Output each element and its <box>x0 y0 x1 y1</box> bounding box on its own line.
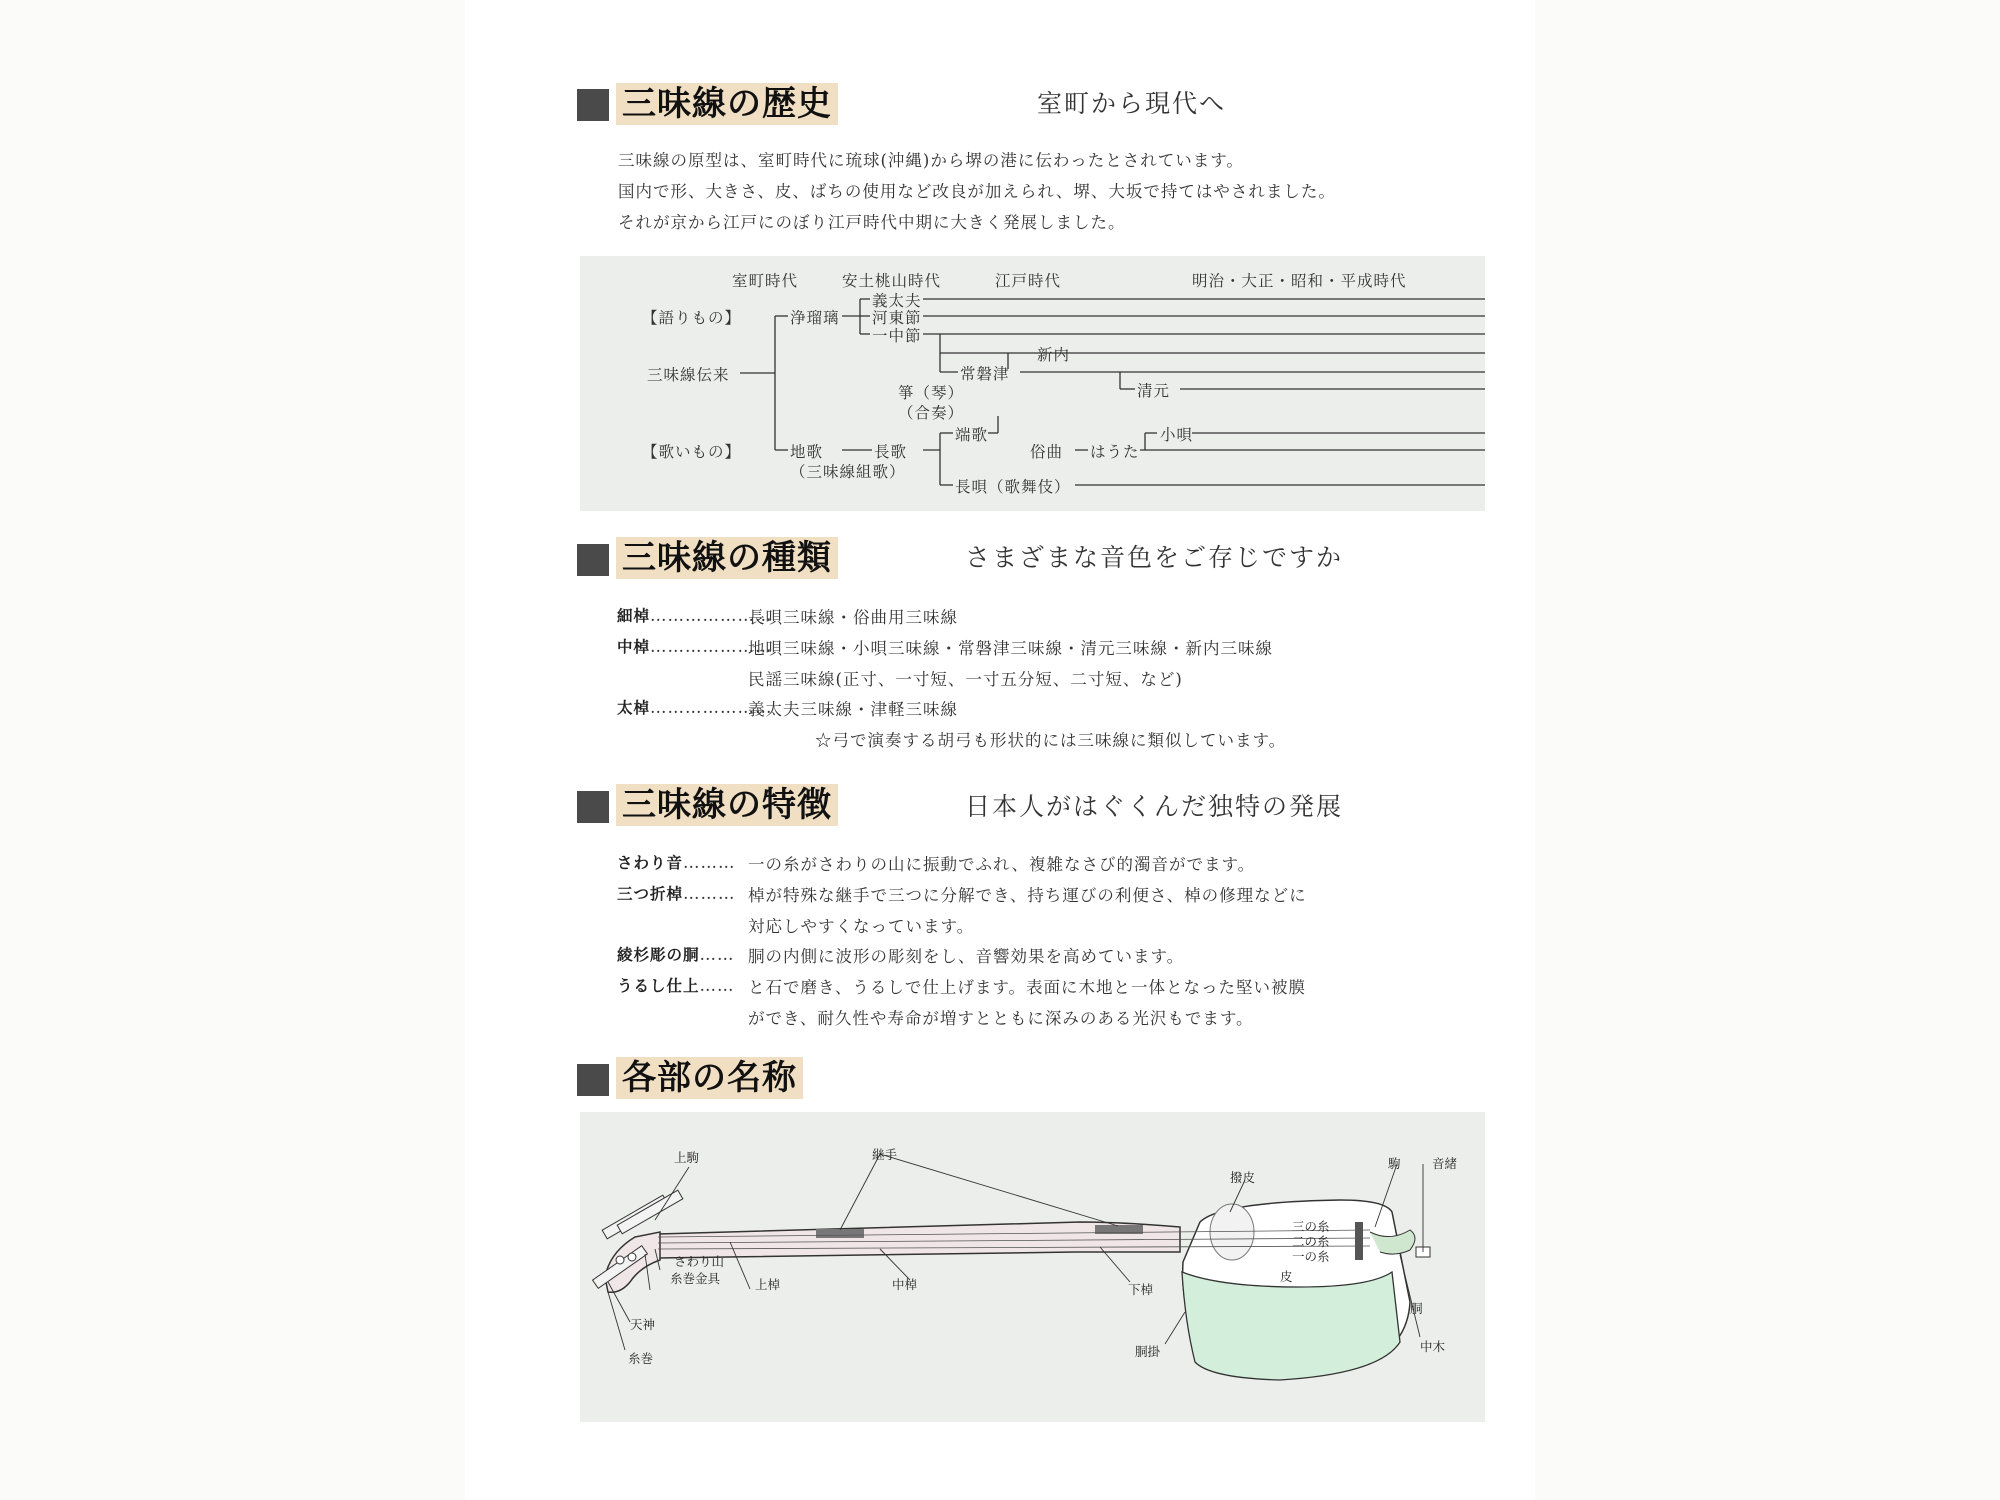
tsugite-label: 継手 <box>872 1147 898 1162</box>
types-row-label: 細棹 <box>617 607 651 625</box>
kamigoma-label: 上駒 <box>674 1150 700 1165</box>
features-row-label: 三つ折棹 <box>617 885 684 903</box>
heading-square-icon <box>577 1064 609 1096</box>
parts-title: 各部の名称 <box>616 1057 803 1099</box>
dots-leader: …… <box>699 976 735 995</box>
dots-leader: ……… <box>683 853 736 872</box>
history-timeline-diagram <box>580 256 1485 511</box>
kumiuta-label: （三味線組歌） <box>790 463 906 481</box>
ni-no-ito-label: 二の糸 <box>1292 1234 1330 1249</box>
jiuta-label: 地歌 <box>790 443 824 461</box>
features-row-label: うるし仕上 <box>617 977 700 995</box>
joruri-label: 浄瑠璃 <box>790 309 840 327</box>
dougake-label: 胴掛 <box>1135 1344 1161 1359</box>
hauta-label: 端歌 <box>955 426 989 444</box>
history-line-1: 三味線の原型は、室町時代に琉球(沖縄)から堺の港に伝わったとされています。 <box>618 151 1244 170</box>
zokkyoku-label: 俗曲 <box>1030 443 1064 461</box>
katari-label: 【語りもの】 <box>642 309 742 327</box>
nakazao-label: 中棹 <box>892 1277 918 1292</box>
gidayu-label: 義太夫 <box>872 292 922 310</box>
types-row-text: 民謡三味線(正寸、一寸短、一寸五分短、二寸短、など) <box>748 670 1183 689</box>
ichi-no-ito-label: 一の糸 <box>1292 1249 1330 1264</box>
brochure-page <box>465 0 1535 1500</box>
features-row-text: 一の糸がさわりの山に振動でふれ、複雑なさび的濁音がでます。 <box>748 855 1256 874</box>
features-row-text: 棹が特殊な継手で三つに分解でき、持ち運びの利便さ、棹の修理などに <box>748 886 1307 905</box>
features-row-label: 綾杉彫の胴 <box>617 946 700 964</box>
itchu-label: 一中節 <box>872 327 922 345</box>
koto-label: 箏（琴） <box>898 384 965 402</box>
kawa-label: 皮 <box>1280 1269 1293 1284</box>
kato-label: 河東節 <box>872 309 922 327</box>
heading-square-icon <box>577 544 609 576</box>
era-modern: 明治・大正・昭和・平成時代 <box>1192 272 1407 290</box>
san-no-ito-label: 三の糸 <box>1292 1219 1330 1234</box>
itomaki-label: 糸巻 <box>628 1351 654 1366</box>
history-subtitle: 室町から現代へ <box>1037 89 1227 118</box>
features-row-text: と石で磨き、うるしで仕上げます。表面に木地と一体となった堅い被膜 <box>748 978 1307 997</box>
types-note: ☆弓で演奏する胡弓も形状的には三味線に類似しています。 <box>815 731 1287 750</box>
era-azuchi-momoyama: 安土桃山時代 <box>842 272 942 290</box>
types-subtitle: さまざまな音色をご存じですか <box>965 543 1344 572</box>
sawariyama-label: さわり山 <box>674 1254 725 1269</box>
nagauta-song-label: 長歌 <box>874 443 908 461</box>
dou-label: 胴 <box>1410 1301 1423 1316</box>
history-line-2: 国内で形、大きさ、皮、ばちの使用など改良が加えられ、堺、大坂で持てはやされました。 <box>618 182 1336 201</box>
types-title: 三味線の種類 <box>616 537 838 579</box>
features-row-text: 対応しやすくなっています。 <box>748 917 975 936</box>
dots-leader: …… <box>699 945 735 964</box>
dots-leader: ………………… <box>650 606 773 625</box>
dots-leader: ……… <box>683 884 736 903</box>
heading-square-icon <box>577 791 609 823</box>
history-title: 三味線の歴史 <box>616 83 838 125</box>
bachikawa-label: 撥皮 <box>1230 1170 1256 1185</box>
dots-leader: ………………… <box>650 698 773 717</box>
hauta2-label: はうた <box>1090 443 1140 461</box>
shinnai-label: 新内 <box>1037 346 1071 364</box>
dots-leader: ………………… <box>650 637 773 656</box>
neo-label: 音緒 <box>1432 1156 1458 1171</box>
gasso-label: （合奏） <box>898 404 965 422</box>
features-subtitle: 日本人がはぐくんだ独特の発展 <box>965 792 1344 821</box>
history-text <box>618 145 1336 238</box>
history-line-3: それが京から江戸にのぼり江戸時代中期に大きく発展しました。 <box>618 213 1126 232</box>
types-row-text: 長唄三味線・俗曲用三味線 <box>748 608 958 627</box>
features-row <box>617 943 735 965</box>
features-row <box>617 974 735 996</box>
shamisen-parts-diagram <box>580 1112 1485 1422</box>
types-row-text: 地唄三味線・小唄三味線・常磐津三味線・清元三味線・新内三味線 <box>748 639 1273 658</box>
tokiwazu-label: 常磐津 <box>960 365 1010 383</box>
kiyomoto-label: 清元 <box>1137 382 1171 400</box>
types-row-text: 義太夫三味線・津軽三味線 <box>748 700 958 719</box>
era-muromachi: 室町時代 <box>732 272 799 290</box>
nagauta-kabuki-label: 長唄（歌舞伎） <box>955 478 1071 496</box>
heading-square-icon <box>577 89 609 121</box>
era-edo: 江戸時代 <box>995 272 1062 290</box>
features-row <box>617 882 736 904</box>
uta-label: 【歌いもの】 <box>642 443 742 461</box>
features-row-text: 胴の内側に波形の彫刻をし、音響効果を高めています。 <box>748 947 1185 966</box>
koma-label: 駒 <box>1388 1156 1401 1171</box>
origin-label: 三味線伝来 <box>647 366 730 384</box>
uwasao-label: 上棹 <box>755 1277 781 1292</box>
features-row <box>617 851 736 873</box>
features-row-label: さわり音 <box>617 854 684 872</box>
features-row-text: ができ、耐久性や寿命が増すとともに深みのある光沢もでます。 <box>748 1009 1254 1028</box>
features-title: 三味線の特徴 <box>616 784 838 826</box>
nakagi-label: 中木 <box>1420 1339 1446 1354</box>
types-row-label: 中棹 <box>617 638 651 656</box>
shitazao-label: 下棹 <box>1128 1282 1154 1297</box>
tenjin-label: 天神 <box>630 1317 656 1332</box>
kouta-label: 小唄 <box>1160 426 1194 444</box>
itomaki-kanagu-label: 糸巻金具 <box>670 1271 721 1286</box>
types-row-label: 太棹 <box>617 699 651 717</box>
